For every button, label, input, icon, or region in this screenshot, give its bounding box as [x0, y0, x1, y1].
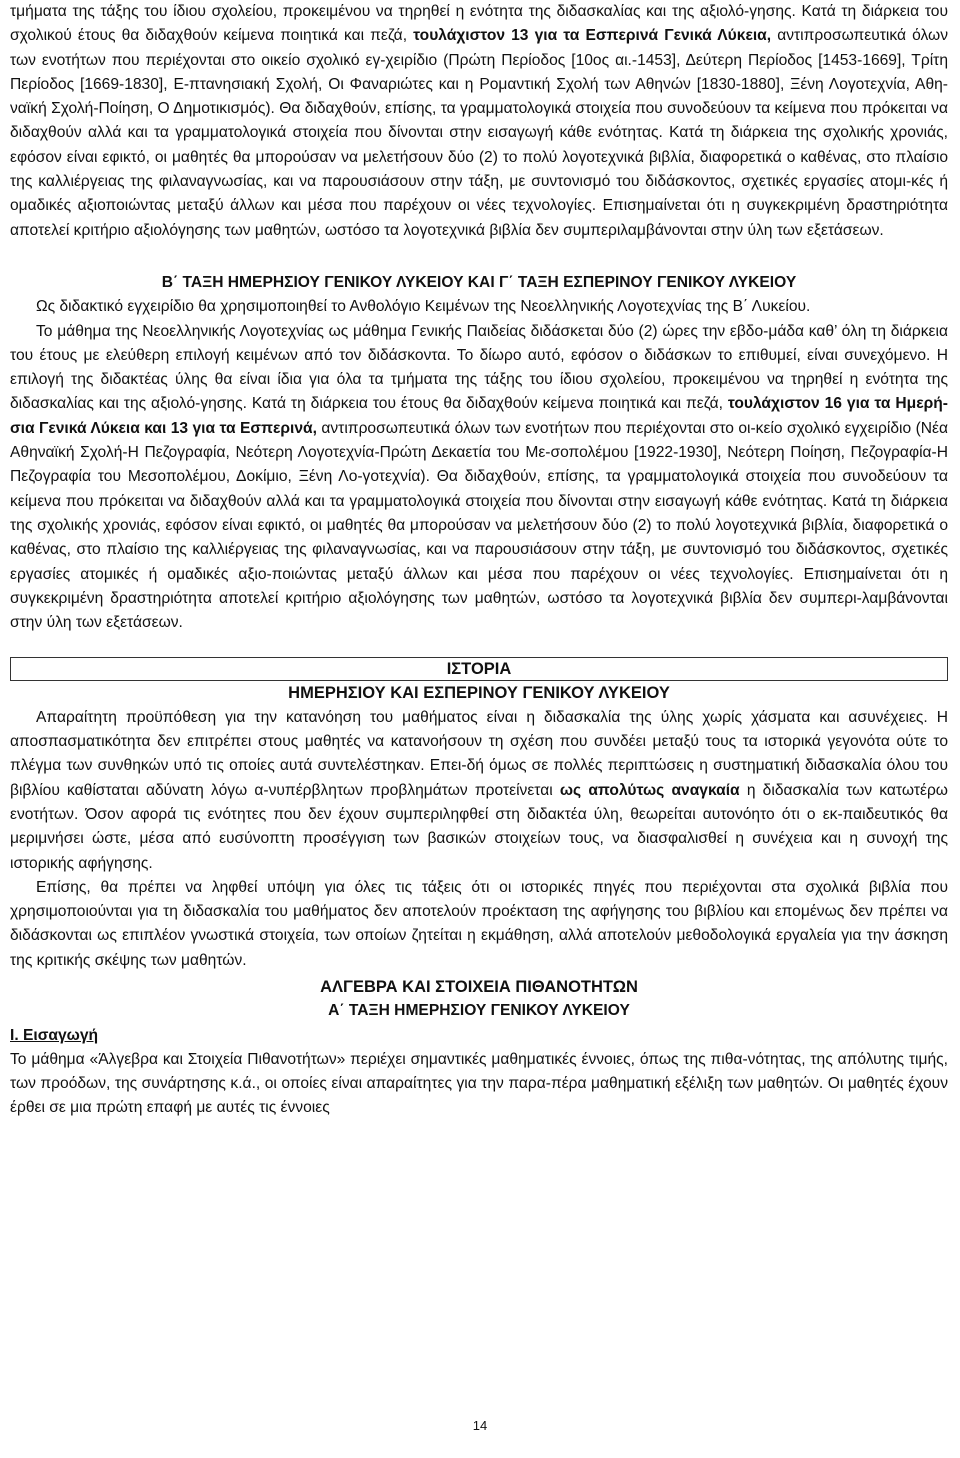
paragraph-literature-continued: τμήματα της τάξης του ίδιου σχολείου, προκειμένου να τηρηθεί η ενότητα της διδασκαλίας και της αξιολό-γησης. Κατά τη διάρκεια του σχολικού έτους θα διδαχθούν κείμενα ποιητικά και πεζά, τουλάχιστον 13 για τα Εσπερινά Γενικά Λύκεια, αντιπροσωπευτικά όλων των ενοτήτων που περιέχονται στο οικείο σχολικό εγ-χειρίδιο (Πρώτη Περίοδος [10ος αι.-1453], Δεύτερη Περίοδος [1453-1669], Τρίτη Περίοδος [1669-1830], Ε-πτανησιακή Σχολή, Οι Φαναριώτες και η Ρομαντική Σχολή των Αθηνών [1830-1880], Ξένη Λογοτεχνία, Αθη-ναϊκή Σχολή-Ποίηση, Ο Δημοτικισμός). Θα διδαχθούν, επίσης, τα γραμματολογικά στοιχεία που συνοδεύουν τα κείμενα που πρόκειται να διδαχθούν αλλά και τα γραμματολογικά στοιχεία που δίνονται στην εισαγωγή κάθε ενότητας. Κατά τη διάρκεια της σχολικής χρονιάς, εφόσον είναι εφικτό, οι μαθητές θα μπορούσαν να μελετήσουν δύο (2) το πολύ λογοτεχνικά βιβλία, διαφορετικά ο καθένας, στο πλαίσιο της καλλιέργειας της φιλαναγνωσίας, και να παρουσιάσουν στην τάξη, με συντονισμό του διδάσκοντος, σχετικές εργασίες ατομι-κές ή ομαδικές αξιοποιώντας μεταξύ άλλων και μέσα που παρέχουν οι νέες τεχνολογίες. Επισημαίνεται ότι η συγκεκριμένη δραστηριότητα αποτελεί κριτήριο αξιολόγησης των μαθητών, ωστόσο τα λογοτεχνικά βιβλία δεν συμπεριλαμβάνονται στην ύλη των εξετάσεων. — [10, 3, 949, 239]
section-title-history: ΙΣΤΟΡΙΑ — [10, 657, 948, 681]
section-label-introduction: Ι. Εισαγωγή — [10, 1026, 99, 1044]
emphasis-min-texts-evening: τουλάχιστον 13 για τα Εσπερινά Γενικά Λύκεια, — [413, 27, 772, 45]
paragraph-textbook: Ως διδακτικό εγχειρίδιο θα χρησιμοποιηθεί το Ανθολόγιο Κειμένων της Νεοελληνικής Λογοτεχνίας της Β΄ Λυκείου. — [36, 298, 811, 316]
page-number: 14 — [472, 1418, 488, 1433]
emphasis-min-texts: τουλάχιστον 16 για τα Ημερή-σια Γενικά Λύκεια και 13 για τα Εσπερινά, — [10, 395, 948, 437]
subtitle-algebra: Α΄ ΤΑΞΗ ΗΜΕΡΗΣΙΟΥ ΓΕΝΙΚΟΥ ΛΥΚΕΙΟΥ — [328, 1002, 630, 1020]
section-title-algebra: ΑΛΓΕΒΡΑ ΚΑΙ ΣΤΟΙΧΕΙΑ ΠΙΘΑΝΟΤΗΤΩΝ — [320, 977, 638, 996]
paragraph-algebra-intro: Το μάθημα «Άλγεβρα και Στοιχεία Πιθανοτήτων» περιέχει σημαντικές μαθηματικές έννοιες, όπως της πιθα-νότητας, της απόλυτης τιμής, των προόδων, της συνάρτησης κ.ά., οι οποίες είναι απαραίτητες για την παρα-πέρα μαθηματική εξέλιξη των μαθητών. Οι μαθητές έχουν έρθει σε μια πρώτη επαφή με αυτές τις έννοιες — [10, 1050, 948, 1117]
document-page — [10, 0, 948, 1121]
paragraph-literature-b-class: Το μάθημα της Νεοελληνικής Λογοτεχνίας ως μάθημα Γενικής Παιδείας διδάσκεται δύο (2) ώρες την εβδο-μάδα καθ’ όλη τη διάρκεια του έτους με ελεύθερη επιλογή κειμένων από τον διδάσκοντα. Το δίωρο αυτό, εφόσον ο διδάσκων το επιθυμεί, είναι συνεχόμενο. Η επιλογή της διδακτέας ύλης θα είναι ίδια για όλα τα τμήματα της τάξης του ίδιου σχολείου, προκειμένου να τηρηθεί η ενότητα της διδασκαλίας και της αξιολό-γησης. Κατά τη διάρκεια του έτους θα διδαχθούν κείμενα ποιητικά και πεζά, τουλάχιστον 16 για τα Ημερή-σια Γενικά Λύκεια και 13 για τα Εσπερινά, αντιπροσωπευτικά όλων των ενοτήτων που περιέχονται στο οι-κείο σχολικό εγχειρίδιο (Νέα Αθηναϊκή Σχολή-Η Πεζογραφία, Νεότερη Λογοτεχνία-Πρώτη Δεκαετία του Με-σοπολέμου [1922-1930], Νεότερη Ποίηση, Πεζογραφία-Η Πεζογραφία του Μεσοπολέμου, Δοκίμιο, Ξένη Λο-γοτεχνία). Θα διδαχθούν, επίσης, τα γραμματολογικά στοιχεία που συνοδεύουν τα κείμενα που πρόκειται να διδαχθούν αλλά και τα γραμματολογικά στοιχεία που δίνονται στην εισαγωγή κάθε ενότητας. Κατά τη διάρκεια της σχολικής χρονιάς, εφόσον είναι εφικτό, οι μαθητές θα μπορούσαν να μελετήσουν δύο (2) το πολύ λογοτεχνικά βιβλία, διαφορετικά ο καθένας, στο πλαίσιο της καλλιέργειας της φιλαναγνωσίας, και να παρουσιάσουν στην τάξη, με συντονισμό του διδάσκοντος, σχετικές εργασίες ατομικές ή ομαδικές αξιο-ποιώντας μεταξύ άλλων και μέσα που παρέχουν οι νέες τεχνολογίες. Επισημαίνεται ότι η συγκεκριμένη δραστηριότητα αποτελεί κριτήριο αξιολόγησης των μαθητών, ωστόσο τα λογοτεχνικά βιβλία δεν συμπερι-λαμβάνονται στην ύλη των εξετάσεων. — [10, 322, 948, 632]
subtitle-history: ΗΜΕΡΗΣΙΟΥ ΚΑΙ ΕΣΠΕΡΙΝΟΥ ΓΕΝΙΚΟΥ ΛΥΚΕΙΟΥ — [288, 684, 670, 703]
paragraph-history-2: Επίσης, θα πρέπει να ληφθεί υπόψη για όλες τις τάξεις ότι οι ιστορικές πηγές που περιέχονται στα σχολικά βιβλία που χρησιμοποιούνται για τη διδασκαλία του μαθήματος δεν αποτελούν προέκταση της αφήγησης του βιβλίου και επομένως δεν πρέπει να διδάσκονται ως επιπλέον γνωστικά στοιχεία, των οποίων ζητείται η εκμάθηση, αλλά αποτελούν μεθοδολογικά εργαλεία για την άσκηση της κριτικής σκέψης των μαθητών. — [10, 878, 948, 969]
emphasis-absolutely-necessary: ως απολύτως αναγκαία — [559, 781, 740, 799]
heading-b-class: Β΄ ΤΑΞΗ ΗΜΕΡΗΣΙΟΥ ΓΕΝΙΚΟΥ ΛΥΚΕΙΟΥ ΚΑΙ Γ΄ ΤΑΞΗ ΕΣΠΕΡΙΝΟΥ ΓΕΝΙΚΟΥ ΛΥΚΕΙΟΥ — [161, 273, 797, 291]
paragraph-history-1: Απαραίτητη προϋπόθεση για την κατανόηση του μαθήματος είναι η διδασκαλία της ύλης χωρίς χάσματα και ασυνέχειες. Η αποσπασματικότητα δεν επιτρέπει στους μαθητές να κατανοήσουν τη σχέση που συνδέει μεταξύ τους τα ιστορικά γεγονότα ούτε το πλέγμα των συνθηκών υπό τις οποίες αυτά συντελέστηκαν. Επει-δή όμως σε πολλές περιπτώσεις η συστηματική διδασκαλία όλου του βιβλίου καθίσταται αδύνατη λόγω α-νυπέρβλητων προβλημάτων προτείνεται ως απολύτως αναγκαία η διδασκαλία των κατωτέρω ενοτήτων. Όσον αφορά τις ενότητες που δεν έχουν συμπεριληφθεί στη διδακτέα ύλη, θεωρείται αυτονόητο ότι ο εκ-παιδευτικός θα μεριμνήσει ώστε, μέσα από ευσύνοπτη προσέγγιση των βασικών στοιχείων τους, να διασφαλισθεί η συνέχεια και η συνοχή της ιστορικής αφήγησης. — [10, 708, 948, 872]
